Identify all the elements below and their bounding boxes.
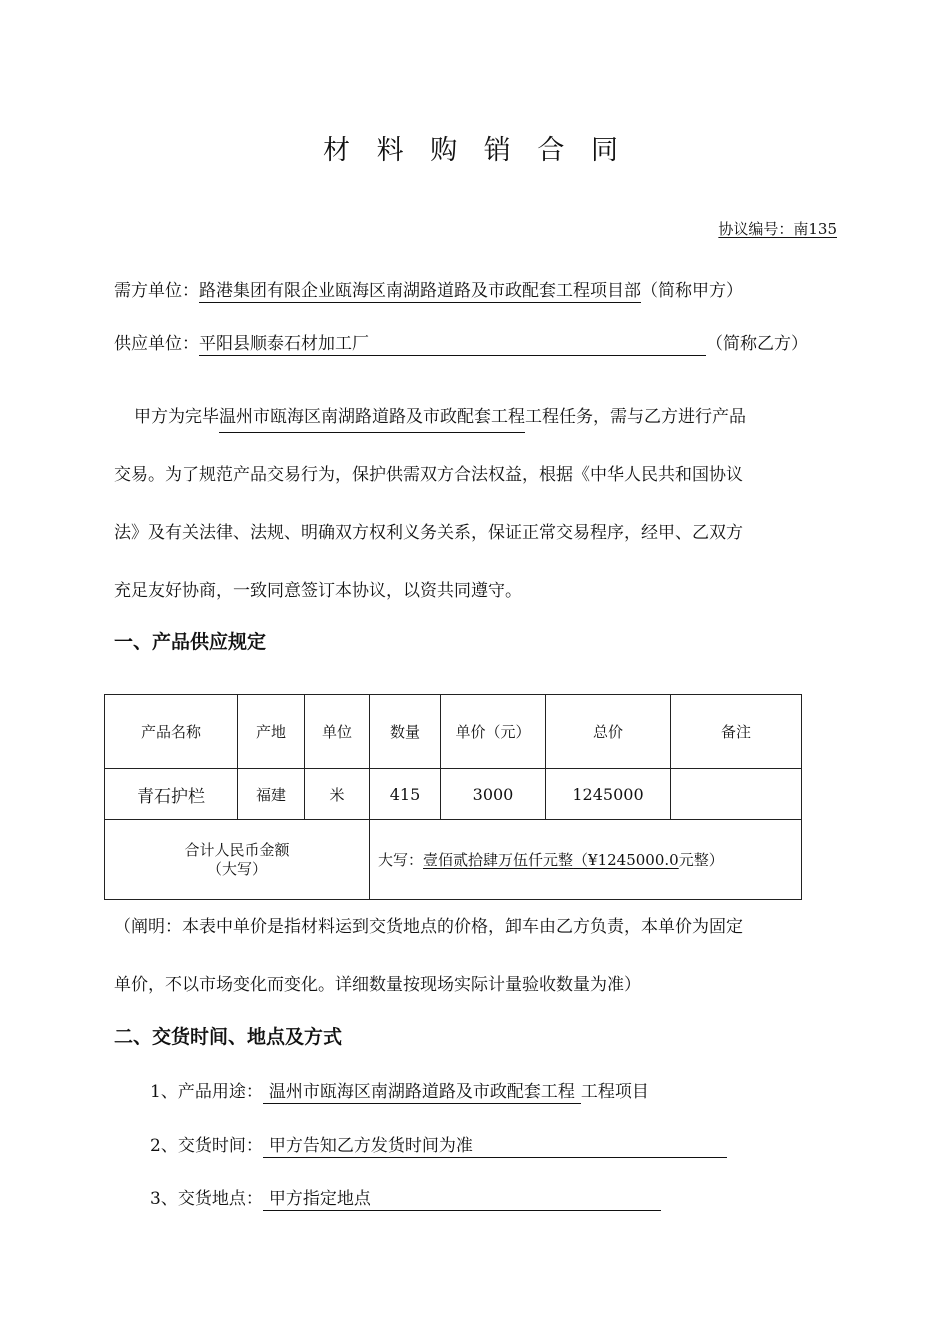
item-value: 甲方指定地点 xyxy=(263,1184,661,1211)
intro-line: 充足友好协商，一致同意签订本协议，以资共同遵守。 xyxy=(114,581,522,601)
intro-line: 法》及有关法律、法规、明确双方权利义务关系，保证正常交易程序，经甲、乙双方 xyxy=(114,523,743,543)
table-header: 总价 xyxy=(546,695,671,769)
note-line: 单价，不以市场变化而变化。详细数量按现场实际计量验收数量为准） xyxy=(114,975,641,995)
delivery-item-time xyxy=(150,1131,727,1158)
table-header: 产品名称 xyxy=(105,695,238,769)
table-header: 产地 xyxy=(238,695,305,769)
table-header: 单价（元） xyxy=(441,695,546,769)
table-cell xyxy=(671,769,802,820)
intro-line xyxy=(114,403,836,461)
supplier-label: 供应单位： xyxy=(114,334,199,354)
table-cell: 415 xyxy=(370,769,441,820)
note-line: （阐明：本表中单价是指材料运到交货地点的价格，卸车由乙方负责，本单价为固定 xyxy=(114,917,743,937)
buyer-value: 路港集团有限企业瓯海区南湖路道路及市政配套工程项目部 xyxy=(199,276,641,303)
item-label: 1、产品用途： xyxy=(150,1082,263,1102)
total-label-sub: （大写） xyxy=(206,859,267,878)
total-prefix: 大写： xyxy=(378,851,424,869)
table-cell: 福建 xyxy=(238,769,305,820)
table-header-row xyxy=(105,695,802,769)
item-label: 2、交货时间： xyxy=(150,1136,263,1156)
table-row xyxy=(105,769,802,820)
item-label: 3、交货地点： xyxy=(150,1189,263,1209)
item-value: 甲方告知乙方发货时间为准 xyxy=(263,1131,727,1158)
intro-project: 温州市瓯海区南湖路道路及市政配套工程 xyxy=(219,403,525,433)
supplier-line xyxy=(114,329,808,356)
supplier-suffix: （简称乙方） xyxy=(706,334,808,354)
buyer-suffix: （简称甲方） xyxy=(641,281,743,301)
buyer-line xyxy=(114,276,743,303)
supplier-value: 平阳县顺泰石材加工厂 xyxy=(199,329,706,356)
total-words: 壹佰贰拾肆万伍仟元整 xyxy=(423,851,574,869)
intro-rest: 工程任务，需与乙方进行产品 xyxy=(525,407,746,427)
section-heading-1: 一、产品供应规定 xyxy=(114,631,267,653)
table-header: 数量 xyxy=(370,695,441,769)
total-label-cell xyxy=(105,820,370,900)
intro-line: 交易。为了规范产品交易行为，保护供需双方合法权益，根据《中华人民共和国协议 xyxy=(114,465,743,485)
table-header: 备注 xyxy=(671,695,802,769)
table-cell: 青石护栏 xyxy=(105,769,238,820)
table-note xyxy=(114,913,836,1029)
delivery-item-place xyxy=(150,1184,661,1211)
item-suffix: 工程项目 xyxy=(580,1082,649,1102)
document-title: 材 料 购 销 合 同 xyxy=(323,135,627,166)
buyer-label: 需方单位： xyxy=(114,281,199,301)
product-table xyxy=(104,694,802,900)
intro-paragraph xyxy=(114,403,836,635)
table-total-row xyxy=(105,820,802,900)
intro-prefix: 甲方为完毕 xyxy=(134,407,219,427)
section-heading-2: 二、交货时间、地点及方式 xyxy=(114,1026,343,1048)
total-amount-cell xyxy=(370,820,802,900)
item-value: 温州市瓯海区南湖路道路及市政配套工程 xyxy=(263,1077,581,1104)
agreement-number: 协议编号：南135 xyxy=(718,220,837,238)
total-label: 合计人民币金额 xyxy=(184,840,290,859)
table-cell: 1245000 xyxy=(546,769,671,820)
table-cell: 3000 xyxy=(441,769,546,820)
table-cell: 米 xyxy=(305,769,370,820)
table-header: 单位 xyxy=(305,695,370,769)
total-suffix: 元整） xyxy=(678,851,724,869)
delivery-item-purpose xyxy=(150,1077,649,1104)
total-number: （¥1245000.0 xyxy=(573,851,679,869)
